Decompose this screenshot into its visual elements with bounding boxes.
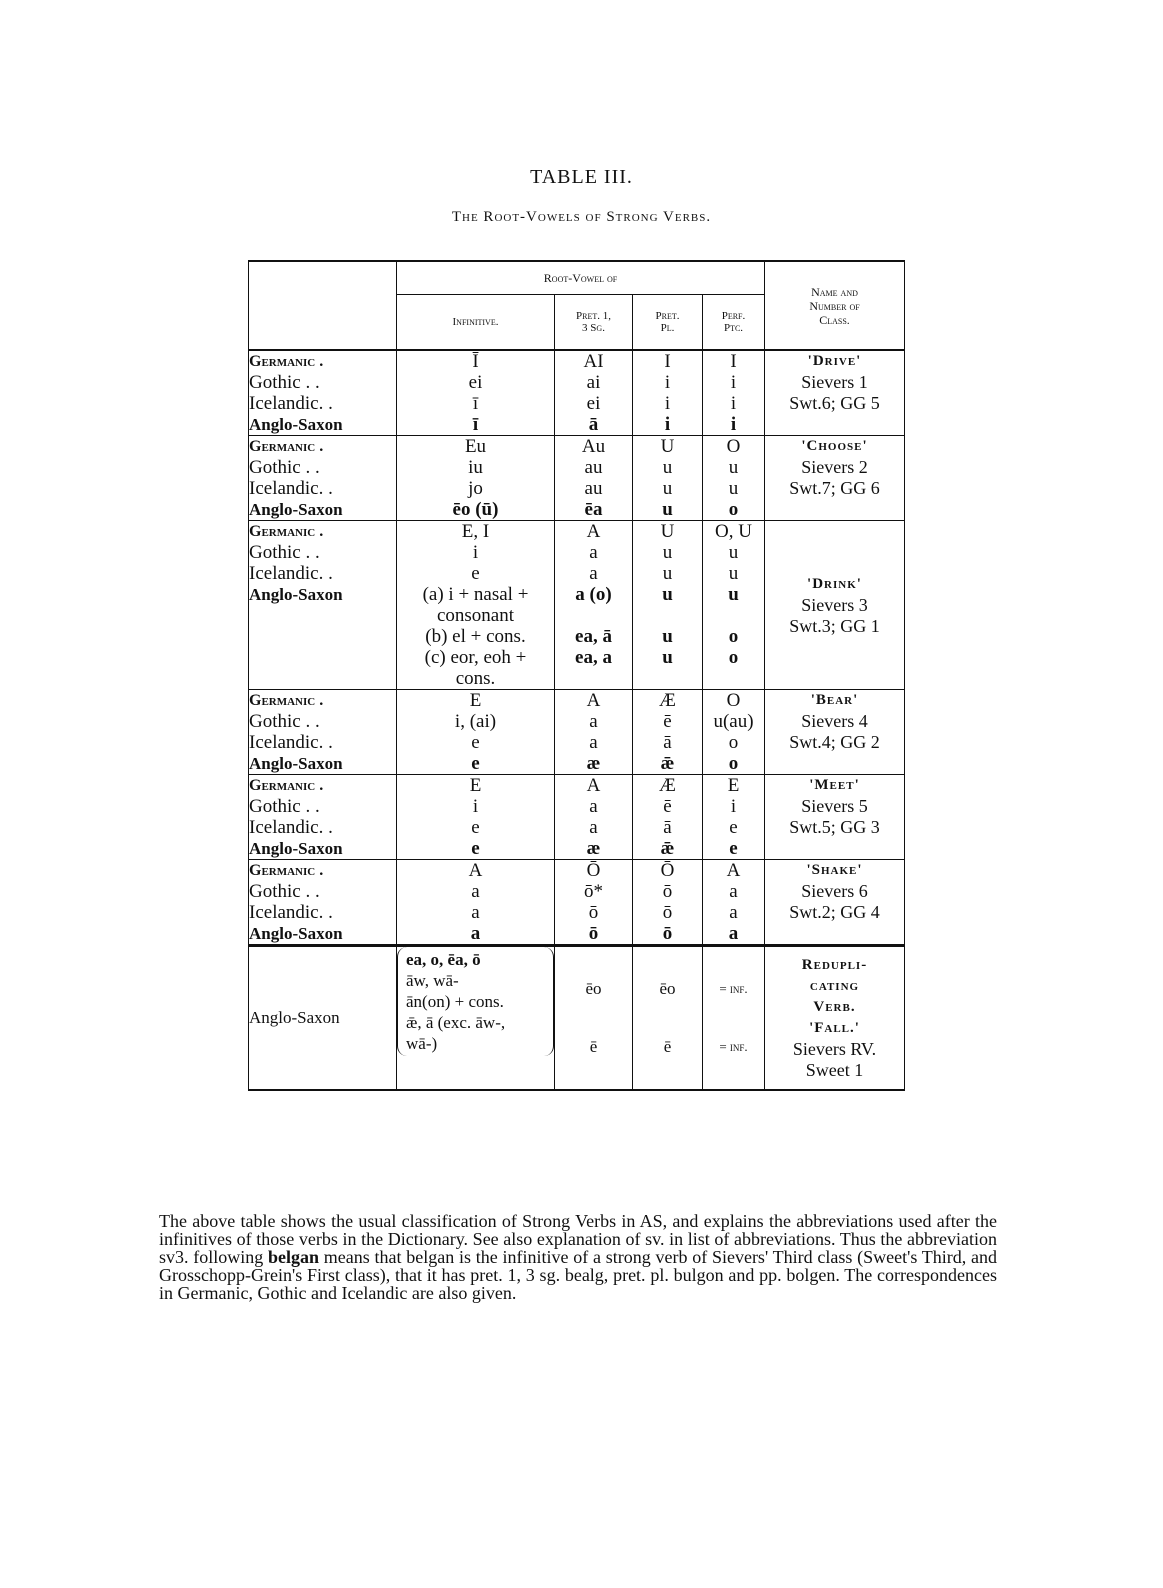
- pretpl-cell: [633, 350, 703, 436]
- vowel: o: [728, 732, 739, 753]
- header-perfptc-line1: Perf.: [721, 310, 746, 322]
- header-pretpl-line2: Pl.: [660, 322, 675, 334]
- vowel: o: [728, 626, 739, 647]
- class-sweet: Swt.4; GG 2: [789, 732, 880, 752]
- vowel: a: [729, 902, 738, 923]
- vowel: ē: [663, 796, 672, 817]
- vowel: ea, ā: [575, 626, 612, 647]
- header-pret1: [555, 295, 633, 351]
- vowel: a: [729, 881, 738, 902]
- header-class-line3: Class.: [819, 312, 850, 327]
- lang-cell: [249, 775, 397, 860]
- vowel: ea, a: [575, 647, 612, 668]
- lang-gothic: Gothic . .: [249, 711, 320, 732]
- vowel: æ: [586, 753, 601, 774]
- vowel: e: [471, 732, 480, 753]
- vowel: u: [728, 584, 739, 605]
- vowel: ēo: [585, 979, 602, 998]
- lang-germanic: Germanic .: [249, 692, 324, 709]
- inf-cell: [397, 690, 555, 775]
- vowel: ai: [586, 372, 601, 393]
- vowel: a: [471, 902, 480, 923]
- strong-verbs-table: [248, 260, 905, 1091]
- table-row-bear: [249, 690, 905, 775]
- vowel: u: [662, 457, 673, 478]
- vowel: Ī: [472, 351, 479, 372]
- header-class-line1: Name and: [811, 284, 858, 299]
- class-sievers: Sievers RV.: [792, 1039, 877, 1059]
- lang-anglo-saxon: Anglo-Saxon: [249, 415, 343, 434]
- lang-gothic: Gothic . .: [249, 796, 320, 817]
- vowel: ea, o, ēa, ō: [406, 950, 481, 969]
- inf-cell: [397, 775, 555, 860]
- class-sievers: Sievers 5: [801, 796, 868, 816]
- ptc-cell: [703, 350, 765, 436]
- vowel: i: [664, 414, 671, 435]
- vowel: ō: [588, 923, 599, 944]
- ptc-cell: [703, 436, 765, 521]
- vowel: e: [471, 753, 480, 774]
- red-pretpl-cell: [633, 946, 703, 1091]
- lang-icelandic: Icelandic. .: [249, 817, 333, 838]
- vowel: A: [586, 690, 601, 711]
- pretpl-cell: [633, 775, 703, 860]
- lang-germanic: Germanic .: [249, 523, 324, 540]
- lang-anglo-saxon: Anglo-Saxon: [249, 500, 343, 519]
- vowel: ǣ: [660, 838, 675, 859]
- class-sweet: Swt.5; GG 3: [789, 817, 880, 837]
- header-class: [765, 261, 905, 350]
- page-subtitle: The Root-Vowels of Strong Verbs.: [451, 209, 712, 225]
- class-name: 'Fall.': [809, 1020, 860, 1036]
- class-name: 'Shake': [806, 862, 863, 878]
- vowel: ēo: [659, 979, 676, 998]
- pretpl-cell: [633, 860, 703, 946]
- vowel: ei: [586, 393, 601, 414]
- pretpl-cell: [633, 690, 703, 775]
- footnote-paragraph: [159, 1212, 997, 1302]
- class-name: 'Meet': [809, 777, 860, 793]
- header-root-vowel: Root-Vowel of: [397, 261, 765, 295]
- pretpl-cell: [633, 521, 703, 690]
- vowel: ē: [663, 1037, 672, 1056]
- class-cell: [765, 775, 905, 860]
- vowel: ī: [472, 414, 479, 435]
- vowel: e: [471, 563, 480, 584]
- red-pret1-cell: [555, 946, 633, 1091]
- class-sweet: Sweet 1: [805, 1060, 864, 1080]
- footnote-part2: means that belgan is the infinitive of a strong verb of Sievers' Third class (Sweet's Third, and Grosschopp-Grein's First class), that it has pret. 1, 3 sg. bealg, pret. pl. bulgon and pp. bolgen. The correspondences in Germanic, Gothic and Icelandic are also given.: [159, 1247, 997, 1303]
- vowel: a: [589, 542, 598, 563]
- pret1-cell: [555, 860, 633, 946]
- class-name: 'Drive': [807, 353, 862, 369]
- vowel: ō: [662, 923, 673, 944]
- vowel: āw, wā-: [406, 971, 459, 990]
- header-pret1-line1: Pret. 1,: [576, 310, 611, 322]
- vowel: e: [471, 817, 480, 838]
- vowel: [555, 605, 632, 626]
- vowel: i: [664, 372, 671, 393]
- class-cell: [765, 436, 905, 521]
- vowel: wā-): [406, 1034, 438, 1053]
- vowel: a: [589, 711, 598, 732]
- class-line: cating: [809, 978, 860, 994]
- header-perfptc: [703, 295, 765, 351]
- lang-germanic: Germanic .: [249, 438, 324, 455]
- vowel: U: [660, 521, 675, 542]
- inf-cell: [397, 436, 555, 521]
- lang-germanic: Germanic .: [249, 862, 324, 879]
- lang-anglo-saxon: Anglo-Saxon: [249, 754, 343, 773]
- vowel: Eu: [464, 436, 487, 457]
- vowel: E: [727, 775, 740, 796]
- vowel: i: [730, 372, 737, 393]
- vowel: E: [469, 775, 482, 796]
- vowel: iu: [468, 457, 483, 478]
- class-sievers: Sievers 3: [801, 594, 868, 615]
- lang-anglo-saxon: Anglo-Saxon: [249, 585, 343, 604]
- ptc-cell: [703, 521, 765, 690]
- vowel: i: [730, 796, 737, 817]
- vowel: jo: [468, 478, 483, 499]
- table-row-drive: [249, 350, 905, 436]
- vowel: E, I: [461, 521, 490, 542]
- vowel: au: [584, 457, 603, 478]
- red-lang-anglo-saxon: Anglo-Saxon: [249, 946, 397, 1091]
- class-sweet: Swt.6; GG 5: [789, 393, 880, 413]
- vowel: ǣ, ā (exc. āw-,: [406, 1013, 506, 1032]
- vowel: o: [728, 753, 739, 774]
- vowel: u: [662, 584, 673, 605]
- ptc-cell: [703, 775, 765, 860]
- vowel: a (o): [575, 584, 612, 605]
- vowel: a: [728, 923, 739, 944]
- lang-germanic: Germanic .: [249, 353, 324, 370]
- vowel: = inf.: [719, 1039, 748, 1054]
- vowel: e: [729, 838, 738, 859]
- vowel: [633, 605, 702, 626]
- lang-cell: [249, 690, 397, 775]
- class-sweet: Swt.2; GG 4: [789, 902, 880, 922]
- vowel: ān(on) + cons.: [406, 992, 504, 1011]
- lang-icelandic: Icelandic. .: [249, 563, 333, 584]
- vowel: ō*: [584, 881, 603, 902]
- lang-anglo-saxon: Anglo-Saxon: [249, 924, 343, 943]
- pret1-cell: [555, 690, 633, 775]
- vowel: O: [726, 690, 741, 711]
- vowel: i: [730, 414, 737, 435]
- vowel: (b) el + cons.: [425, 626, 526, 647]
- vowel: A: [586, 521, 601, 542]
- lang-gothic: Gothic . .: [249, 542, 320, 563]
- vowel: E: [469, 690, 482, 711]
- vowel: i, (ai): [454, 711, 497, 732]
- vowel: u: [662, 563, 673, 584]
- vowel: ē: [663, 711, 672, 732]
- class-cell: [765, 521, 905, 690]
- vowel: ō: [662, 881, 673, 902]
- footnote-bold-word: belgan: [268, 1247, 320, 1267]
- vowel: u: [728, 457, 739, 478]
- lang-cell: [249, 350, 397, 436]
- class-line: Redupli-: [801, 957, 868, 973]
- vowel: i: [664, 393, 671, 414]
- class-cell: [765, 350, 905, 436]
- red-ptc-cell: [703, 946, 765, 1091]
- header-infinitive: Infinitive.: [397, 295, 555, 351]
- vowel: I: [730, 351, 737, 372]
- class-name: 'Bear': [810, 692, 859, 708]
- vowel: i: [472, 796, 479, 817]
- class-sievers: Sievers 1: [801, 372, 868, 392]
- vowel: u: [728, 542, 739, 563]
- class-sweet: Swt.7; GG 6: [789, 478, 880, 498]
- pret1-cell: [555, 350, 633, 436]
- ptc-cell: [703, 690, 765, 775]
- inf-cell: [397, 350, 555, 436]
- class-name: 'Drink': [807, 575, 862, 592]
- header-perfptc-line2: Ptc.: [723, 322, 744, 334]
- vowel: ǣ: [660, 753, 675, 774]
- table-row-drink: [249, 521, 905, 690]
- pret1-cell: [555, 436, 633, 521]
- lang-icelandic: Icelandic. .: [249, 478, 333, 499]
- vowel: a: [589, 563, 598, 584]
- footnote-part1: The above table shows the usual classification of Strong Verbs in AS, and explains the abbreviations used after the infinitives of those verbs in the Dictionary. See also explanation of sv. in list of abbreviations. Thus the abbreviation sv3. following: [159, 1211, 997, 1267]
- vowel: = inf.: [719, 981, 748, 996]
- lang-cell: [249, 436, 397, 521]
- table-row-reduplicating: [249, 946, 905, 1091]
- vowel: [633, 668, 702, 689]
- vowel: A: [468, 860, 483, 881]
- class-cell: [765, 690, 905, 775]
- lang-anglo-saxon: Anglo-Saxon: [249, 839, 343, 858]
- vowel: ā: [663, 817, 672, 838]
- table-row-choose: [249, 436, 905, 521]
- vowel: O: [726, 436, 741, 457]
- vowel: O, U: [715, 521, 752, 542]
- class-sweet: Swt.3; GG 1: [789, 615, 880, 636]
- class-line: Verb.: [813, 999, 856, 1015]
- vowel: A: [726, 860, 741, 881]
- vowel: ē: [589, 1037, 598, 1056]
- class-sievers: Sievers 6: [801, 881, 868, 901]
- vowel: au: [584, 478, 603, 499]
- vowel: u(au): [713, 711, 754, 732]
- header-empty-cell: [249, 261, 397, 350]
- vowel: a: [589, 796, 598, 817]
- vowel: Ō: [660, 860, 675, 881]
- vowel: a: [589, 817, 598, 838]
- class-cell: [765, 860, 905, 946]
- vowel: u: [662, 647, 673, 668]
- vowel: u: [662, 542, 673, 563]
- class-cell: [765, 946, 905, 1091]
- lang-germanic: Germanic .: [249, 777, 324, 794]
- vowel: o: [728, 647, 739, 668]
- lang-gothic: Gothic . .: [249, 372, 320, 393]
- pretpl-cell: [633, 436, 703, 521]
- lang-icelandic: Icelandic. .: [249, 393, 333, 414]
- vowel: Æ: [659, 775, 676, 796]
- vowel: [555, 668, 632, 689]
- inf-cell: [397, 521, 555, 690]
- lang-cell: [249, 860, 397, 946]
- lang-icelandic: Icelandic. .: [249, 902, 333, 923]
- vowel: [703, 605, 764, 626]
- vowel: Æ: [659, 690, 676, 711]
- vowel: Au: [581, 436, 606, 457]
- header-pretpl-line1: Pret.: [655, 310, 680, 322]
- lang-gothic: Gothic . .: [249, 881, 320, 902]
- vowel: o: [728, 499, 739, 520]
- vowel: a: [471, 881, 480, 902]
- header-pret1-line2: 3 Sg.: [582, 322, 605, 334]
- header-pretpl: [633, 295, 703, 351]
- vowel: u: [662, 499, 673, 520]
- vowel: ā: [663, 732, 672, 753]
- strong-verbs-table-wrap: [248, 260, 904, 1091]
- vowel: u: [662, 478, 673, 499]
- vowel: a: [470, 923, 481, 944]
- table-row-meet: [249, 775, 905, 860]
- class-sievers: Sievers 2: [801, 457, 868, 477]
- vowel: consonant: [436, 605, 515, 626]
- vowel: (c) eor, eoh +: [424, 647, 527, 668]
- inf-cell: [397, 860, 555, 946]
- brace-group: [397, 947, 554, 1056]
- vowel: u: [728, 478, 739, 499]
- vowel: A: [586, 775, 601, 796]
- ptc-cell: [703, 860, 765, 946]
- vowel: e: [729, 817, 738, 838]
- class-sievers: Sievers 4: [801, 711, 868, 731]
- vowel: u: [728, 563, 739, 584]
- red-inf-cell: [397, 946, 555, 1091]
- vowel: i: [730, 393, 737, 414]
- pret1-cell: [555, 521, 633, 690]
- vowel: ō: [662, 902, 673, 923]
- vowel: ī: [472, 393, 479, 414]
- lang-cell: [249, 521, 397, 690]
- vowel: e: [471, 838, 480, 859]
- vowel: ei: [468, 372, 483, 393]
- header-class-line2: Number of: [809, 298, 860, 313]
- vowel: æ: [586, 838, 601, 859]
- vowel: (a) i + nasal +: [422, 584, 529, 605]
- class-name: 'Choose': [801, 438, 868, 454]
- vowel: ā: [588, 414, 599, 435]
- vowel: i: [472, 542, 479, 563]
- vowel: ēa: [584, 499, 603, 520]
- vowel: I: [664, 351, 671, 372]
- vowel: U: [660, 436, 675, 457]
- lang-gothic: Gothic . .: [249, 457, 320, 478]
- vowel: AI: [583, 351, 604, 372]
- pret1-cell: [555, 775, 633, 860]
- table-row-shake: [249, 860, 905, 946]
- vowel: [703, 668, 764, 689]
- lang-icelandic: Icelandic. .: [249, 732, 333, 753]
- vowel: u: [662, 626, 673, 647]
- vowel: ō: [588, 902, 599, 923]
- vowel: cons.: [455, 668, 496, 689]
- vowel: Ō: [586, 860, 601, 881]
- vowel: a: [589, 732, 598, 753]
- page-title: TABLE III.: [530, 166, 633, 188]
- vowel: ēo (ū): [452, 499, 499, 520]
